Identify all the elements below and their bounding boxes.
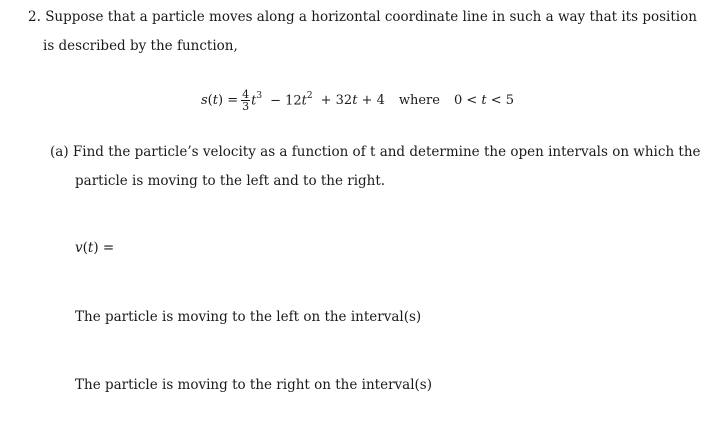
position-equation [201,80,514,120]
part-a-line-2: particle is moving to the left and to the right. [75,173,386,189]
equation-quadratic-term: − $12t^2$ [270,90,313,109]
equation-where: where [398,92,440,108]
left-interval-prompt: The particle is moving to the left on the interval(s) [75,309,422,325]
equation-linear-term: + 32t + 4 [320,92,385,108]
equation-lhs: s(t) = [201,92,239,108]
problem-intro-text-1: Suppose that a particle moves along a horizontal coordinate line in such a way that its position [45,9,697,25]
equation-fraction [241,89,250,112]
fraction-denominator: 3 [242,99,250,113]
right-interval-prompt: The particle is moving to the right on the interval(s) [75,377,432,393]
equation-cubic-term: $t^3$ [251,90,263,109]
part-a-line-1 [50,144,701,160]
equation-domain: 0 < t < 5 [453,92,515,108]
part-a-label: (a) [50,144,69,160]
problem-intro-line-2: is described by the function, [43,38,238,54]
part-a-text-1: Find the particle’s velocity as a function of t and determine the open intervals on which the [72,144,701,160]
fraction-numerator: 4 [242,87,250,101]
velocity-label: v(t) = [75,240,115,256]
problem-number: 2. [28,9,41,25]
problem-intro-line-1 [28,9,697,25]
